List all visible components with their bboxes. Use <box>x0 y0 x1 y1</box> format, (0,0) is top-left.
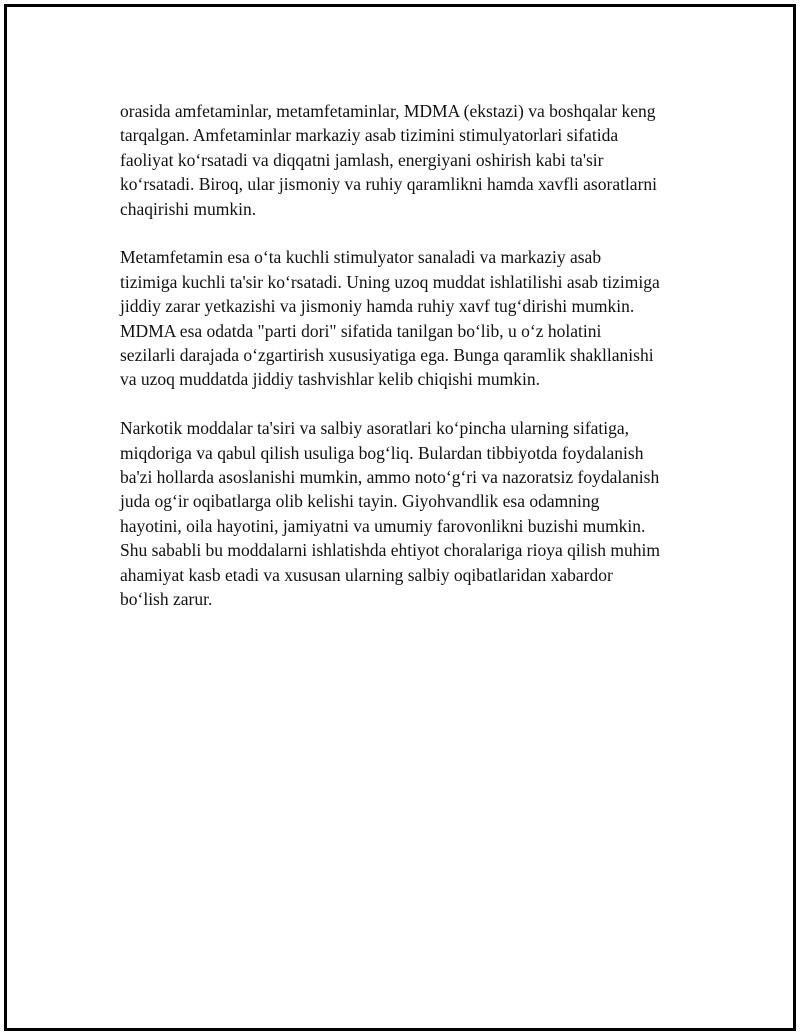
text-line: va uzoq muddatda jiddiy tashvishlar kelib chiqishi mumkin. <box>120 369 540 390</box>
paragraph-2 <box>120 245 700 391</box>
text-line: tarqalgan. Amfetaminlar markaziy asab tizimini stimulyatorlari sifatida <box>120 125 619 146</box>
text-line: miqdoriga va qabul qilish usuliga bog‘liq. Bulardan tibbiyotda foydalanish <box>120 442 644 463</box>
text-line: chaqirishi mumkin. <box>120 198 257 219</box>
text-line: Narkotik moddalar ta'siri va salbiy asoratlari ko‘pincha ularning sifatiga, <box>120 418 630 439</box>
text-line: MDMA esa odatda "parti dori" sifatida tanilgan bo‘lib, u o‘z holatini <box>120 320 602 341</box>
text-line: orasida amfetaminlar, metamfetaminlar, MDMA (ekstazi) va boshqalar keng <box>120 101 656 121</box>
text-line: ko‘rsatadi. Biroq, ular jismoniy va ruhiy qaramlikni hamda xavfli asoratlarni <box>120 174 658 195</box>
paragraph-3 <box>120 416 700 611</box>
text-line: juda og‘ir oqibatlarga olib kelishi tayin. Giyohvandlik esa odamning <box>120 491 600 512</box>
text-line: faoliyat ko‘rsatadi va diqqatni jamlash, energiyani oshirish kabi ta'sir <box>120 149 604 170</box>
text-line: Shu sababli bu moddalarni ishlatishda ehtiyot choralariga rioya qilish muhim <box>120 540 660 561</box>
text-line: Metamfetamin esa o‘ta kuchli stimulyator sanaladi va markaziy asab <box>120 247 602 268</box>
document-body <box>120 99 700 636</box>
text-line: tizimiga kuchli ta'sir ko‘rsatadi. Uning uzoq muddat ishlatilishi asab tizimiga <box>120 271 660 292</box>
text-line: ahamiyat kasb etadi va xususan ularning salbiy oqibatlaridan xabardor <box>120 564 613 585</box>
text-line: bo‘lish zarur. <box>120 589 213 610</box>
text-line: sezilarli darajada o‘zgartirish xususiyatiga ega. Bunga qaramlik shakllanishi <box>120 345 654 366</box>
text-line: ba'zi hollarda asoslanishi mumkin, ammo noto‘g‘ri va nazoratsiz foydalanish <box>120 467 660 488</box>
page-border <box>4 4 796 1031</box>
text-line: hayotini, oila hayotini, jamiyatni va umumiy farovonlikni buzishi mumkin. <box>120 515 646 536</box>
text-line: jiddiy zarar yetkazishi va jismoniy hamda ruhiy xavf tug‘dirishi mumkin. <box>120 296 635 317</box>
paragraph-1 <box>120 99 700 221</box>
